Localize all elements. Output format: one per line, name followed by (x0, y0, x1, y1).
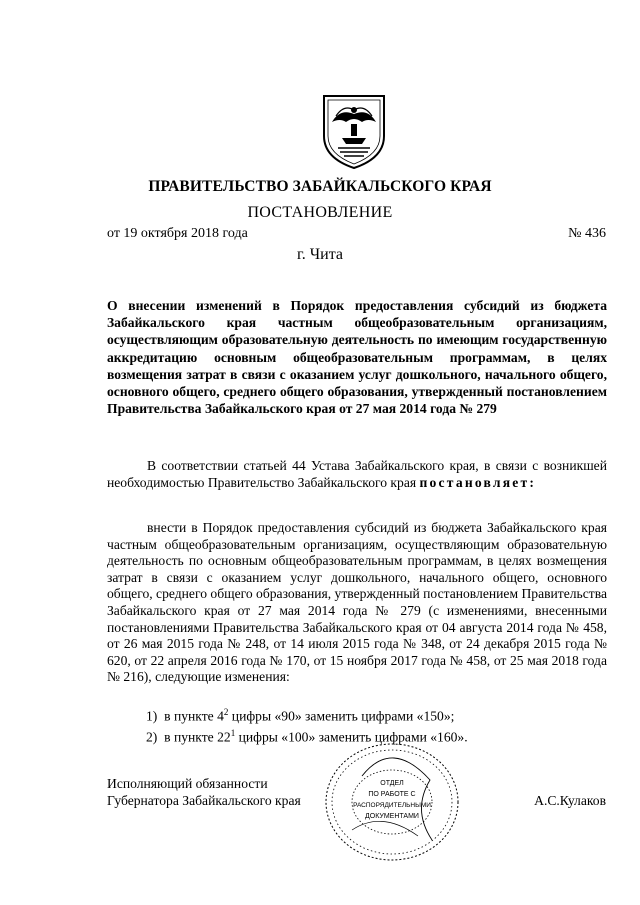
body-paragraph: внести в Порядок предоставления субсидий из бюджета Забайкальского края частным общеобразовательным организациям, осуществляющим образовательную деятельность по основным общеобразовательным программам, в целях возмещения затрат в связи с оказанием услуг дошкольного, начального общего, основного общего, среднего общего образования, утвержденный постановлением Правительства Забайкальского края от 27 мая 2014 года № 279 (с изменениями, внесенными постановлениями Правительства Забайкальского края от 04 августа 2014 года № 458, от 26 мая 2015 года № 248, от 14 июля 2015 года № 348, от 24 декабря 2015 года № 620, от 22 апреля 2016 года № 170, от 15 ноября 2017 года № 458, от 25 мая 2018 года № 216), следующие изменения: (107, 520, 607, 685)
stamp-line: РАСПОРЯДИТЕЛЬНЫМИ (353, 802, 431, 809)
document-date: от 19 октября 2018 года (107, 226, 248, 241)
stamp-line: ДОКУМЕНТАМИ (365, 813, 419, 820)
stamp-line: ПО РАБОТЕ С (368, 791, 416, 798)
coat-of-arms-emblem (318, 92, 390, 170)
document-type: ПОСТАНОВЛЕНИЕ (247, 204, 393, 221)
intro-text: В соответствии статьей 44 Устава Забайкальского края, в связи с возникшей необходимостью Правительство Забайкальского края (107, 458, 607, 490)
document-number: № 436 (568, 226, 606, 241)
resolve-word: постановляет: (419, 474, 537, 490)
official-stamp (322, 740, 462, 864)
change-list (146, 704, 606, 745)
organization-name: ПРАВИТЕЛЬСТВО ЗАБАЙКАЛЬСКОГО КРАЯ (148, 178, 492, 195)
document-title: О внесении изменений в Порядок предоставления субсидий из бюджета Забайкальского края частным общеобразовательным организациям, осуществляющим образовательную деятельность по имеющим государственную аккредитацию основным общеобразовательным программам, в целях возмещения затрат в связи с оказанием услуг дошкольного, начального общего, основного общего, среднего общего образования, утвержденный постановлением Правительства Забайкальского края от 27 мая 2014 года № 279 (107, 298, 607, 417)
list-item: 2) в пункте $22^1$ цифры «100» заменить цифрами «160». (146, 727, 468, 745)
list-item: 1) в пункте $4^2$ цифры «90» заменить цифрами «150»; (146, 707, 455, 724)
stamp-line: ОТДЕЛ (380, 780, 404, 787)
intro-paragraph (107, 458, 607, 491)
city: г. Чита (296, 246, 343, 263)
signatory-name: А.С.Кулаков (534, 793, 606, 808)
signatory-role: Исполняющий обязанности Губернатора Забайкальского края (107, 776, 301, 808)
